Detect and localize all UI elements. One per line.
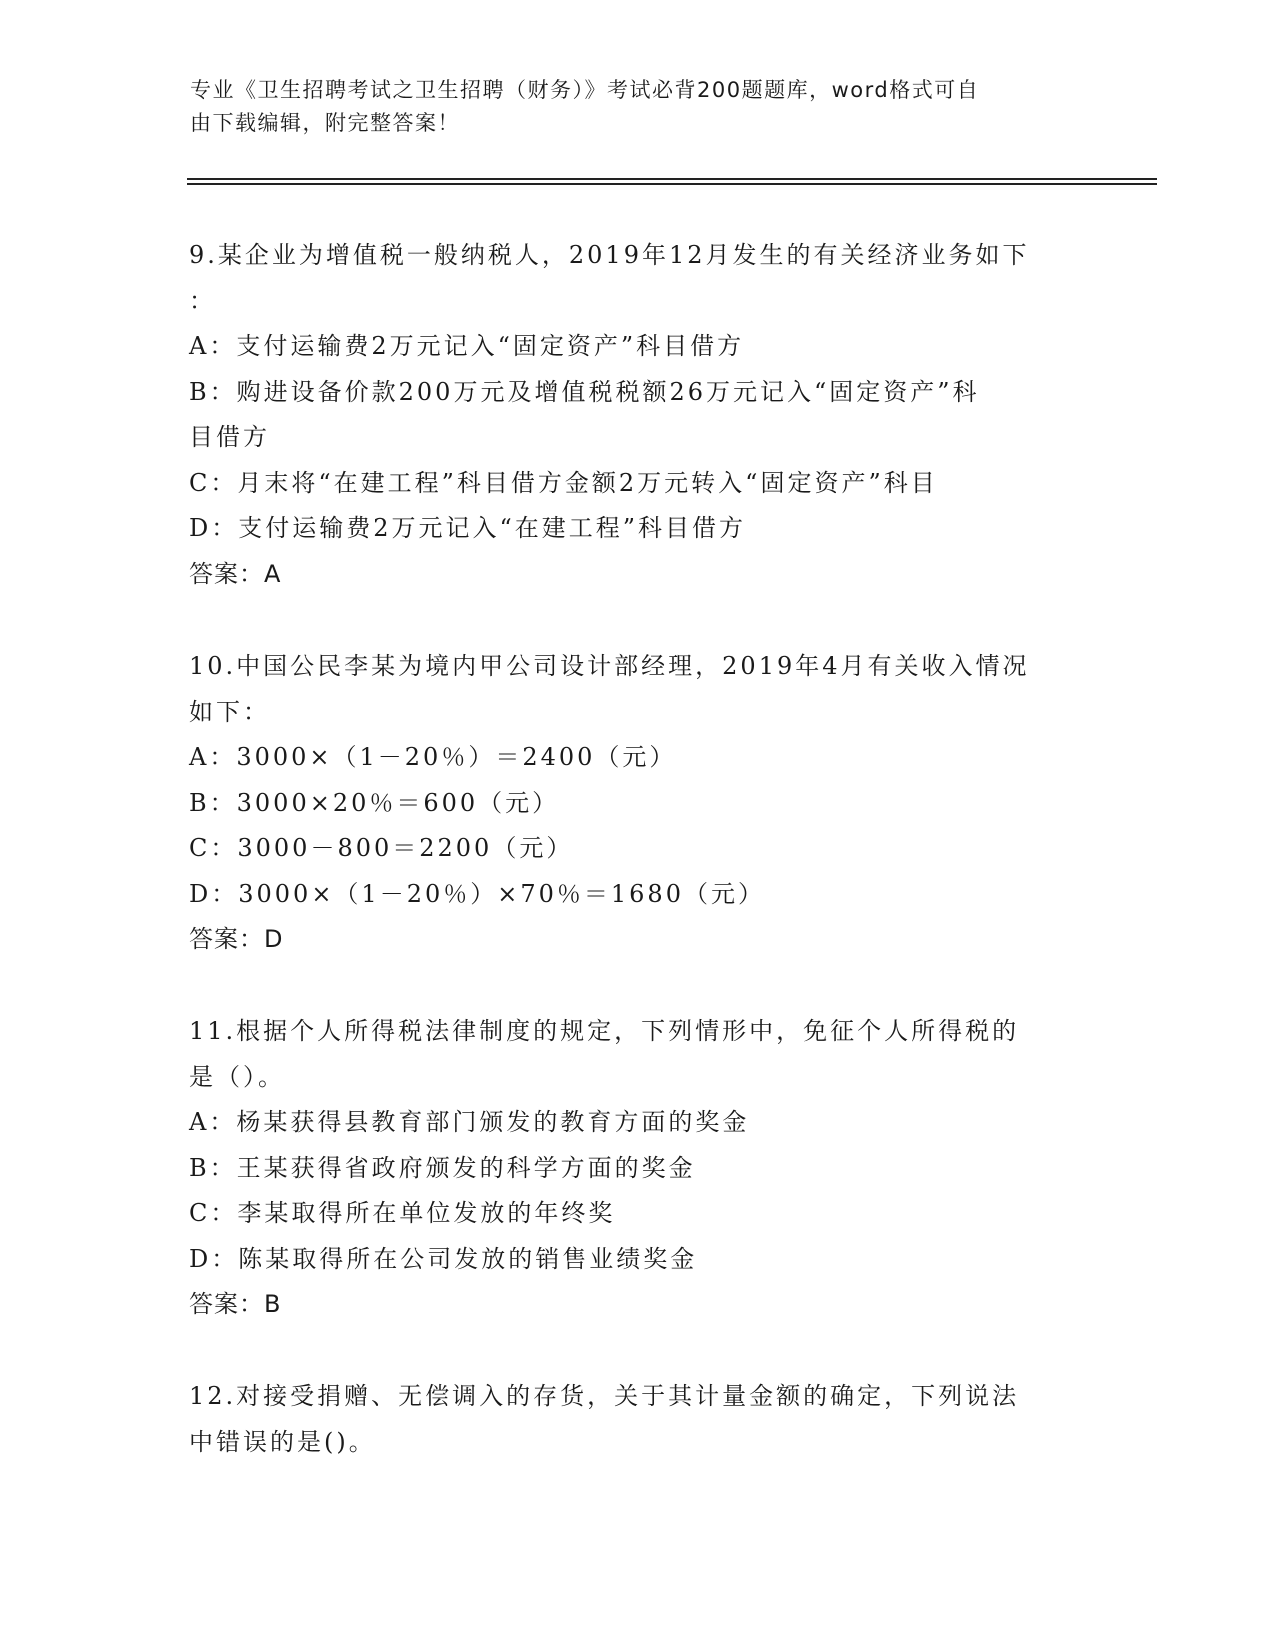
question-11: [189, 1009, 1089, 1328]
option-d: D：3000×（1－20％）×70％＝1680（元）: [189, 879, 765, 908]
option-c: C：月末将“在建工程”科目借方金额2万元转入“固定资产”科目: [189, 468, 938, 497]
question-10: [189, 644, 1089, 963]
header-line-2: 由下载编辑，附完整答案！: [190, 111, 460, 135]
answer: 答案：B: [189, 1290, 282, 1318]
option-d: D：陈某取得所在公司发放的销售业绩奖金: [189, 1244, 698, 1273]
question-stem-line: 11.根据个人所得税法律制度的规定，下列情形中，免征个人所得税的: [189, 1017, 1020, 1045]
option-c: C：李某取得所在单位发放的年终奖: [189, 1199, 616, 1227]
option-b: B：王某获得省政府颁发的科学方面的奖金: [189, 1153, 696, 1182]
question-stem-line: 中错误的是()。: [189, 1427, 376, 1456]
option-c: C：3000－800＝2200（元）: [189, 834, 574, 862]
question-stem-line: 是（）。: [189, 1062, 285, 1091]
header-divider-bottom: [187, 183, 1157, 185]
option-a: A：支付运输费2万元记入“固定资产”科目借方: [189, 332, 745, 360]
question-stem-line: 10.中国公民李某为境内甲公司设计部经理，2019年4月有关收入情况: [189, 652, 1030, 680]
option-d: D：支付运输费2万元记入“在建工程”科目借方: [189, 514, 747, 542]
question-stem-line: 9.某企业为增值税一般纳税人，2019年12月发生的有关经济业务如下: [189, 241, 1030, 269]
answer: 答案：D: [189, 925, 284, 953]
question-9: [189, 233, 1089, 597]
option-a: A：杨某获得县教育部门颁发的教育方面的奖金: [189, 1108, 750, 1136]
header-divider-top: [187, 178, 1157, 180]
option-b: B：3000×20％＝600（元）: [189, 788, 560, 817]
question-stem-line: 如下：: [189, 697, 270, 726]
answer: 答案：A: [189, 559, 282, 588]
question-12: [189, 1374, 1089, 1465]
question-stem-line: ：: [189, 286, 216, 315]
option-b: B：购进设备价款200万元及增值税税额26万元记入“固定资产”科: [189, 377, 980, 406]
option-b-continued: 目借方: [189, 423, 270, 451]
header-line-1: 专业《卫生招聘考试之卫生招聘（财务）》考试必背200题题库，word格式可自: [190, 78, 980, 102]
option-a: A：3000×（1－20％）＝2400（元）: [189, 743, 677, 771]
document-header: [190, 74, 1070, 140]
question-stem-line: 12.对接受捐赠、无偿调入的存货，关于其计量金额的确定，下列说法: [189, 1382, 1020, 1410]
